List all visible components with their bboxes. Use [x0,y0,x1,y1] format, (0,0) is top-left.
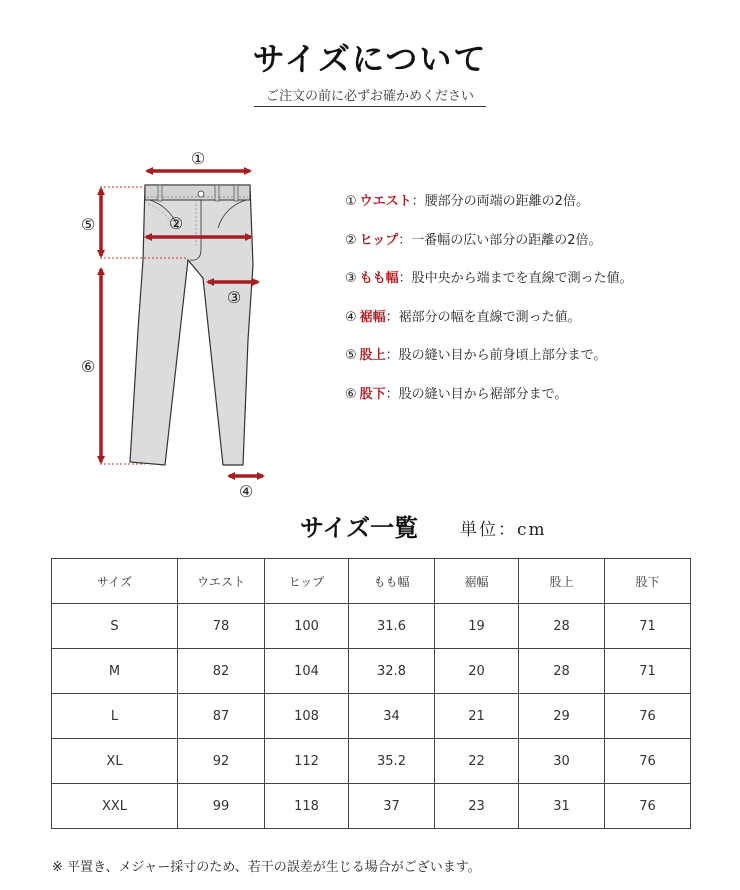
table-cell: M [52,649,178,694]
header-thigh: もも幅 [349,559,435,604]
legend-term: 股下 [359,386,386,402]
header-rise: 股上 [519,559,605,604]
legend-desc: ：股中央から端までを直線で測った値。 [398,271,633,286]
page-title: サイズについて [252,40,488,78]
table-cell: 112 [265,739,349,784]
legend-term: 股上 [359,348,386,363]
legend-term: 裾幅 [359,309,386,325]
table-row [52,739,691,784]
table-row [52,649,691,694]
table-cell: L [52,694,178,739]
table-row [52,784,691,829]
table-cell: 76 [605,739,691,784]
header-waist: ウエスト [178,559,265,604]
header-size: サイズ [52,559,178,604]
header-inseam: 股下 [605,559,691,604]
table-cell: 31.6 [349,604,435,649]
table-header-row [52,559,691,604]
table-cell: 31 [519,784,605,829]
table-cell: 118 [265,784,349,829]
legend-item-inseam [345,383,633,402]
footer-note: ※ 平置き、メジャー採寸のため、若干の誤差が生じる場合がございます。 [52,860,481,875]
legend-num: ① [345,194,357,209]
pants-button [198,191,204,197]
size-table [51,558,691,829]
table-cell: 28 [519,604,605,649]
legend-term: ウエスト [359,194,412,209]
table-cell: XL [52,739,178,784]
table-cell: 23 [435,784,519,829]
table-cell: 29 [519,694,605,739]
legend-desc: ：腰部分の両端の距離の2倍。 [411,194,589,209]
legend-desc: ：一番幅の広い部分の距離の2倍。 [398,232,602,248]
header-hem: 裾幅 [435,559,519,604]
table-cell: 71 [605,604,691,649]
pants-illustration [130,185,253,465]
table-cell: 78 [178,604,265,649]
legend-desc: ：股の縫い目から前身頃上部分まで。 [385,348,607,363]
table-cell: 30 [519,739,605,784]
pants-measurement-diagram [70,140,270,510]
table-row [52,694,691,739]
marker-hip: ② [168,214,184,233]
table-row [52,604,691,649]
marker-waist: ① [190,149,206,168]
table-cell: S [52,604,178,649]
table-cell: 22 [435,739,519,784]
table-cell: 37 [349,784,435,829]
marker-rise: ⑤ [80,215,96,234]
table-cell: 32.8 [349,649,435,694]
legend-item-thigh [345,267,633,286]
marker-inseam: ⑥ [80,357,96,376]
header-hip: ヒップ [265,559,349,604]
legend-num: ③ [345,271,357,286]
table-cell: 82 [178,649,265,694]
legend-desc: ：股の縫い目から裾部分まで。 [385,386,568,402]
page-subtitle: ご注文の前に必ずお確かめください [254,85,486,107]
marker-thigh: ③ [226,288,242,307]
table-cell: 99 [178,784,265,829]
legend-desc: ：裾部分の幅を直線で測った値。 [385,309,581,325]
table-cell: 34 [349,694,435,739]
legend-num: ⑤ [345,348,357,363]
table-cell: 104 [265,649,349,694]
table-cell: 100 [265,604,349,649]
table-cell: 87 [178,694,265,739]
table-cell: 21 [435,694,519,739]
table-cell: 108 [265,694,349,739]
table-cell: XXL [52,784,178,829]
measurement-legend [345,190,633,421]
legend-num: ⑥ [345,386,357,402]
table-cell: 28 [519,649,605,694]
legend-item-waist [345,190,633,209]
legend-term: もも幅 [359,271,399,286]
legend-item-hem [345,306,633,325]
legend-term: ヒップ [359,232,399,248]
table-cell: 35.2 [349,739,435,784]
size-chart-title: サイズ一覧 [300,514,419,542]
table-cell: 71 [605,649,691,694]
size-chart-unit: 単位：cm [460,520,547,540]
legend-num: ② [345,232,357,248]
table-cell: 92 [178,739,265,784]
legend-num: ④ [345,309,357,325]
legend-item-rise [345,344,633,363]
legend-item-hip [345,229,633,248]
table-cell: 76 [605,784,691,829]
table-cell: 76 [605,694,691,739]
marker-hem: ④ [238,482,254,501]
table-cell: 19 [435,604,519,649]
table-cell: 20 [435,649,519,694]
